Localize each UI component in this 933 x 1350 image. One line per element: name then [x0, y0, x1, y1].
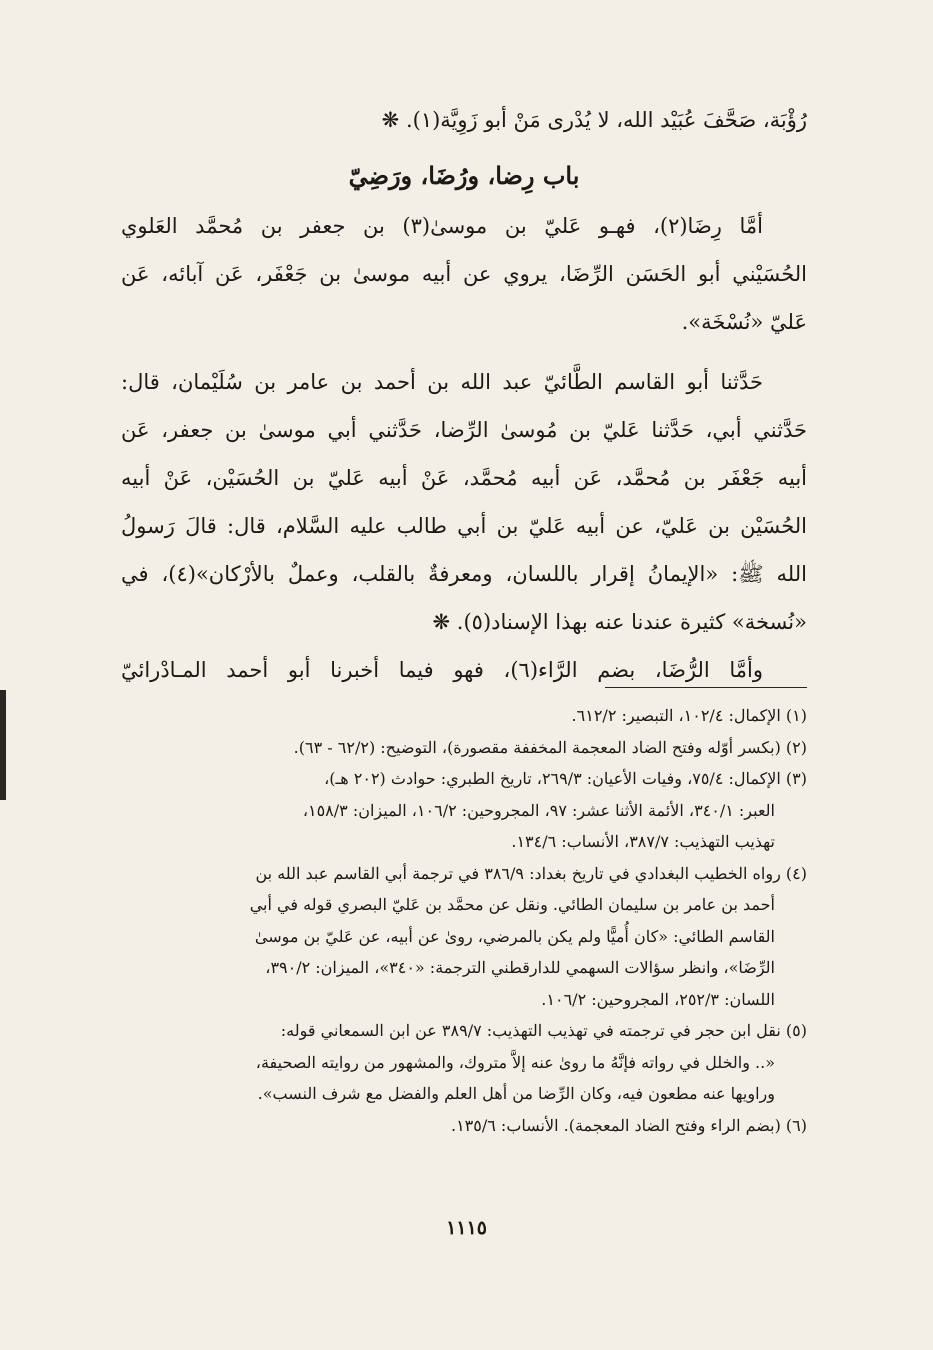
footnote-line: العبر: ٣٤٠/١، الأئمة الأثنا عشر: ٩٧، المجروحين: ١٠٦/٢، الميزان: ١٥٨/٣،: [302, 800, 775, 820]
text-line: حَدَّثنا أبو القاسم الطَّائيّ عبد الله بن أحمد بن عامر بن سُلَيْمان، قال:: [121, 370, 763, 394]
text-line: حَدَّثني أبي، حَدَّثنا عَليّ بن مُوسىٰ الرِّضا، حَدَّثني أبي موسىٰ بن جعفر، عَن: [121, 418, 807, 442]
text-line: وأمَّا الرُّضَا، بضم الرَّاء(٦)، فهو فيما أخبرنا أبو أحمد المـادْرائيّ: [121, 658, 764, 682]
footnote-line: اللسان: ٢٥٢/٣، المجروحين: ١٠٦/٢.: [541, 989, 775, 1009]
text-line: أمَّا رِضَا(٢)، فهـو عَليّ بن موسىٰ(٣) بن جعفر بن مُحمَّد العَلوي: [121, 214, 763, 238]
footnote-line: (٥) نقل ابن حجر في ترجمته في تهذيب التهذيب: ٣٨٩/٧ عن ابن السمعاني قوله:: [280, 1021, 807, 1040]
footnote-line: (٦) (بضم الراء وفتح الضاد المعجمة). الأنساب: ١٣٥/٦.: [450, 1115, 807, 1135]
main-text: [121, 96, 807, 694]
previous-entry-ending: رُؤْبَة، صَحَّفَ عُبَيْد الله، لا يُدْرى مَنْ أبو زَوِيَّة(١). ❋: [381, 108, 807, 132]
footnote-line: (٢) (بكسر أوّله وفتح الضاد المعجمة المخففة مقصورة)، التوضيح: (٦٢/٢ - ٦٣).: [293, 737, 807, 757]
scan-edge-mark: [0, 690, 6, 800]
footnote-line: أحمد بن عامر بن سليمان الطائي. ونقل عن محمَّد بن عَليّ البصري قوله في أبي: [249, 895, 775, 914]
footnote-6: [121, 1110, 807, 1142]
page-number: ١١١٥: [446, 1217, 487, 1239]
footnote-line: وراويها عنه مطعون فيه، وكان الرِّضا من أهل العلم والفضل مع شرف النسب».: [257, 1084, 775, 1103]
footnote-line: (٣) الإكمال: ٧٥/٤، وفيات الأعيان: ٢٦٩/٣، تاريخ الطبري: حوادث (٢٠٢ هـ)،: [324, 769, 807, 788]
footnotes: [121, 700, 807, 1141]
text-line: «نُسخة» كثيرة عندنا عنه بهذا الإسناد(٥). ❋: [432, 610, 807, 634]
footnote-line: تهذيب التهذيب: ٣٨٧/٧، الأنساب: ١٣٤/٦.: [511, 832, 775, 851]
footnote-2: [121, 732, 807, 764]
text-line: الحُسَيْن بن عَليّ، عن أبيه عَليّ بن أبي طالب عليه السَّلام، قال: قالَ رَسولُ: [121, 514, 807, 538]
footnote-1: [121, 700, 807, 732]
footnote-line: القاسم الطائي: «كان أُميًّا ولم يكن بالمرضي، روىٰ عن أبيه، عن عَليّ بن موسىٰ: [254, 926, 775, 946]
footnote-line: الرِّضَا»، وانظر سؤالات السهمي للدارقطني الترجمة: «٣٤٠»، الميزان: ٣٩٠/٢،: [265, 958, 775, 977]
chapter-heading: باب رِضا، ورُضَا، ورَضِيّ: [348, 161, 580, 190]
text-line: أبيه جَعْفَر بن مُحمَّد، عَن أبيه مُحمَّد، عَنْ أبيه عَليّ بن الحُسَيْن، عَنْ أبيه: [121, 466, 807, 490]
text-line: عَليّ «نُسْخَة».: [681, 310, 807, 334]
footnote-5: [121, 1015, 807, 1110]
footnote-4: [121, 858, 807, 1016]
footnote-separator: [605, 687, 807, 688]
footnote-3: [121, 763, 807, 858]
footnote-line: «.. والخلل في رواته فإنَّهُ ما روىٰ عنه إلاَّ متروك، والمشهور من روايته الصحيفة،: [255, 1052, 775, 1072]
paragraph-gap: [121, 346, 807, 358]
footnote-line: (١) الإكمال: ١٠٢/٤، التبصير: ٦١٢/٢.: [571, 706, 807, 725]
text-line: الله ﷺ: «الإيمانُ إقرار باللسان، ومعرفةٌ بالقلب، وعملٌ بالأرْكان»(٤)، في: [121, 562, 807, 586]
paragraph-2: [121, 358, 807, 646]
paragraph-1: [121, 202, 807, 346]
footnote-line: (٤) رواه الخطيب البغدادي في تاريخ بغداد: ٣٨٦/٩ في ترجمة أبي القاسم عبد الله بن: [255, 863, 807, 883]
text-line: الحُسَيْني أبو الحَسَن الرِّضَا، يروي عن أبيه موسىٰ بن جَعْفَر، عَن آبائه، عَن: [121, 262, 807, 286]
